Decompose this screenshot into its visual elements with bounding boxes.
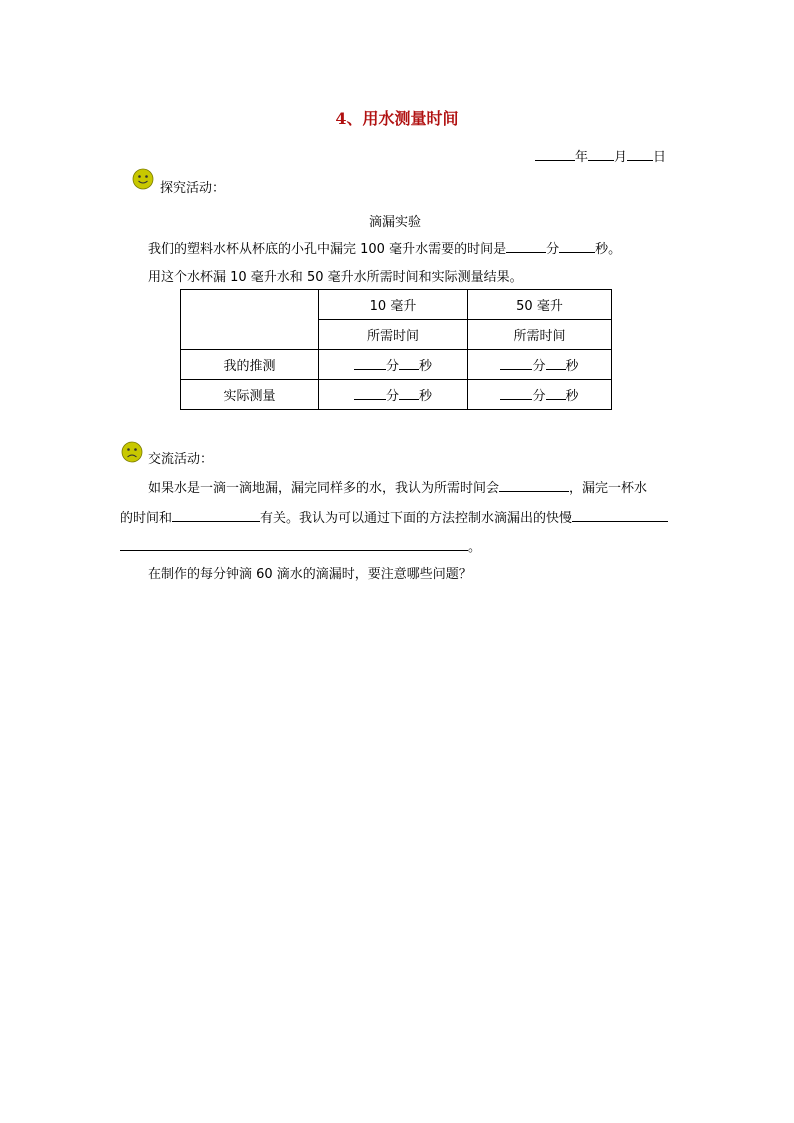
month-blank[interactable] — [588, 147, 614, 161]
month-label: 月 — [614, 150, 628, 165]
date-line — [535, 146, 666, 165]
sad-face-icon — [121, 441, 143, 463]
p2-text-end: 有关。我认为可以通过下面的方法控制水滴漏出的快慢 — [260, 511, 573, 526]
experiment-line-2: 用这个水杯漏 10 毫升水和 50 毫升水所需时间和实际测量结果。 — [148, 270, 523, 285]
question-line: 在制作的每分钟滴 60 滴水的滴漏时，要注意哪些问题？ — [148, 567, 472, 582]
table-row — [181, 350, 612, 380]
time-cell[interactable]: 分 秒 — [468, 350, 612, 380]
row-label: 我的推测 — [181, 350, 319, 380]
p3-text-end: 。 — [468, 540, 482, 555]
table-subheader: 所需时间 — [319, 320, 468, 350]
discuss-line-3 — [120, 537, 481, 557]
time-cell[interactable]: 分 秒 — [319, 350, 468, 380]
time-cell[interactable]: 分 秒 — [468, 380, 612, 410]
seconds-label: 秒。 — [595, 242, 622, 257]
table-corner — [181, 290, 319, 350]
method-blank[interactable] — [572, 508, 668, 522]
p1-text: 如果水是一滴一滴地漏，漏完同样多的水，我认为所需时间会 — [148, 481, 500, 496]
table-row — [181, 380, 612, 410]
time-answer-blank[interactable] — [499, 478, 569, 492]
minutes-label: 分 — [546, 242, 560, 257]
discuss-line-1 — [148, 478, 647, 498]
method-continued-blank[interactable] — [120, 537, 468, 551]
p2-text: 的时间和 — [120, 511, 173, 526]
section-explore-heading: 探究活动： — [160, 181, 226, 196]
smiley-face-icon — [132, 168, 154, 190]
section-discuss-heading: 交流活动： — [148, 452, 214, 467]
experiment-line-1 — [148, 239, 621, 259]
year-label: 年 — [575, 150, 589, 165]
discuss-line-2 — [120, 508, 668, 528]
row-label: 实际测量 — [181, 380, 319, 410]
table-header: 50 毫升 — [468, 290, 612, 320]
table-header: 10 毫升 — [319, 290, 468, 320]
year-blank[interactable] — [535, 147, 575, 161]
minutes-blank[interactable] — [506, 239, 546, 253]
time-cell[interactable]: 分 秒 — [319, 380, 468, 410]
related-blank[interactable] — [172, 508, 260, 522]
table-subheader: 所需时间 — [468, 320, 612, 350]
seconds-blank[interactable] — [559, 239, 595, 253]
experiment-subtitle: 滴漏实验 — [369, 215, 422, 230]
measurement-table — [180, 289, 612, 410]
page-title: 4、用水测量时间 — [335, 109, 459, 128]
p1-text-end: ，漏完一杯水 — [569, 481, 648, 496]
day-blank[interactable] — [627, 147, 653, 161]
day-label: 日 — [653, 150, 667, 165]
line1-text: 我们的塑料水杯从杯底的小孔中漏完 100 毫升水需要的时间是 — [148, 242, 507, 257]
